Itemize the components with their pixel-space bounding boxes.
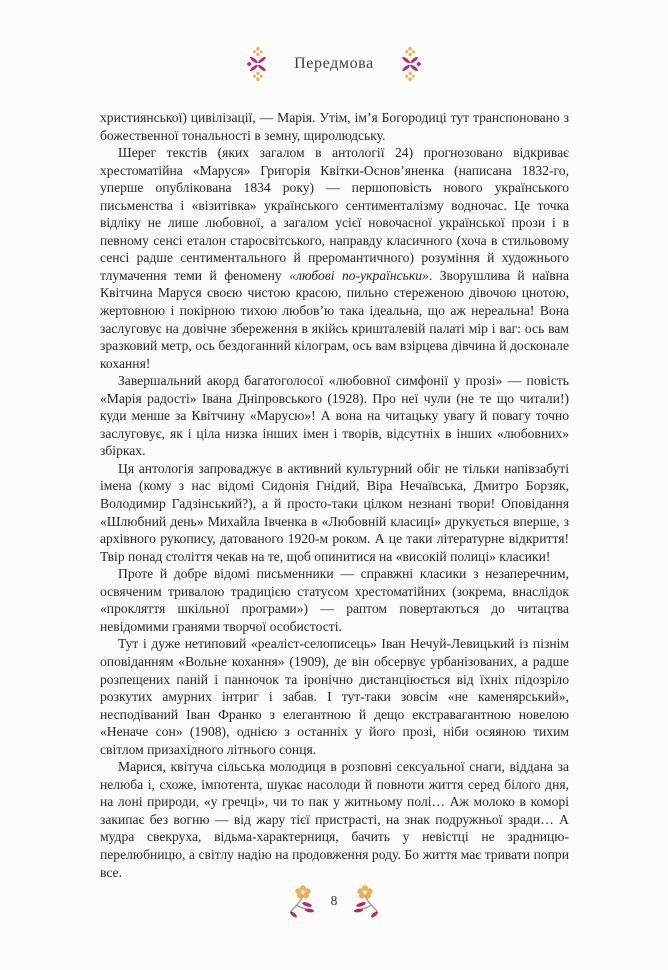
- body-text: [100, 109, 569, 881]
- page-number: 8: [330, 893, 338, 908]
- page-title: Передмова: [294, 55, 374, 72]
- paragraph: Марися, квітуча сільська молодиця в розповні сексуальної снаги, віддана за нелюба і, схоже, імпотента, шукає насолоди й повноти життя серед білого дня, на лоні природи, «у гречці», чи то пак у житньому полі… Аж молоко в коморі закипає без вогню — від жару тієї пристрасті, на знак подружньої зради… А мудра свекруха, відьма-характерниця, бачить у невістці не зрадницю-перелюбницю, а світлу надію на продовження роду. Бо життя має тривати попри все.: [100, 759, 569, 880]
- page-footer: [0, 884, 668, 924]
- embroidery-motif-icon: [400, 46, 422, 82]
- paragraph: Проте й добре відомі письменники — справжні класики з незаперечним, освяченим тривалою традицією статусом хрестоматійних (зокрема, внаслідок «прокляття шкільної програми») — раптом повертаються до читацтва невідомими гранями творчої особистості.: [100, 566, 569, 634]
- paragraph: християнської) цивілізації, — Марія. Утім, ім’я Богородиці тут транспоновано з божественної тональності в земну, щиролюдську.: [100, 110, 569, 143]
- paragraph: [100, 144, 569, 372]
- paragraph-text: . Зворушлива й наївна Квітчина Маруся своєю чистою красою, пильно стереженою дівочою цнотою, жертовною і покірною тихою любов’ю така ідеальна, що аж нереальна! Вона заслуговує на довічне збереження в якійсь кришталевій палаті мір і ваг: ось вам зразковий метр, ось бездоганний кілограм, ось вам взірцева дівчина й досконале кохання!: [100, 267, 569, 371]
- chapter-header: [0, 46, 668, 82]
- paragraph: Тут і дуже нетиповий «реаліст-селописець» Іван Нечуй-Левицький із пізнім оповіданням «Вольне кохання» (1909), де він обсервує урбанізованих, а радше розпещених паній і панночок та іронічно дистанціюється від їхніх підозріло розкутих амурних інтриг і забав. І тут-таки зовсім «не каменярський», несподіваний Іван Франко з елегантною й дещо екстравагантною новелою «Неначе сон» (1908), однією з останніх у його прозі, ніби осяяною тихим світлом призахідного літнього сонця.: [100, 636, 569, 757]
- italic-phrase: «любові по-українськи»: [289, 267, 429, 283]
- paragraph: Ця антологія запроваджує в активний культурний обіг не тільки напівзабуті імена (кому з нас відомі Сидонія Гнідий, Віра Нечаївська, Дмитро Борзяк, Володимир Гадзінський?), а й просто-таки цілком незнані твори! Оповідання «Шлюбний день» Михайла Івченка в «Любовній класиці» друкується вперше, з архівного рукопису, датованого 1920-м роком. А це таки літературне відкриття! Твір понад століття чекав на те, щоб опинитися на «високій полиці» класики!: [100, 460, 569, 564]
- embroidery-motif-icon: [246, 46, 268, 82]
- paragraph: Завершальний акорд багатоголосої «любовної симфонії у прозі» — повість «Марія радості» Івана Дніпровського (1928). Про неї чули (не те що читали!) куди менше за Квітчину «Марусю»! А вона на читацьку увагу й повагу точно заслуговує, як і ціла низка інших імен і творів, відсутніх в інших «любовних» збірках.: [100, 373, 569, 459]
- flower-sprig-icon: [353, 884, 383, 924]
- flower-sprig-icon: [285, 884, 315, 924]
- paragraph-text: Шерег текстів (яких загалом в антології 24) прогнозовано відкриває хрестоматійна «Маруся» Григорія Квітки-Основ’яненка (написана 1832-го, уперше опублікована 1834 року) — першоповість нового українського письменства і «візитівка» українського сентименталізму водночас. Це точка відліку не лише любовної, а загалом усієї новочасної української прози і в певному сенсі еталон старосвітського, направду класичного (хоча в стильовому сенсі радше сентиментального й преромантичного) розуміння й художнього тлумачення теми й феномену: [100, 145, 569, 283]
